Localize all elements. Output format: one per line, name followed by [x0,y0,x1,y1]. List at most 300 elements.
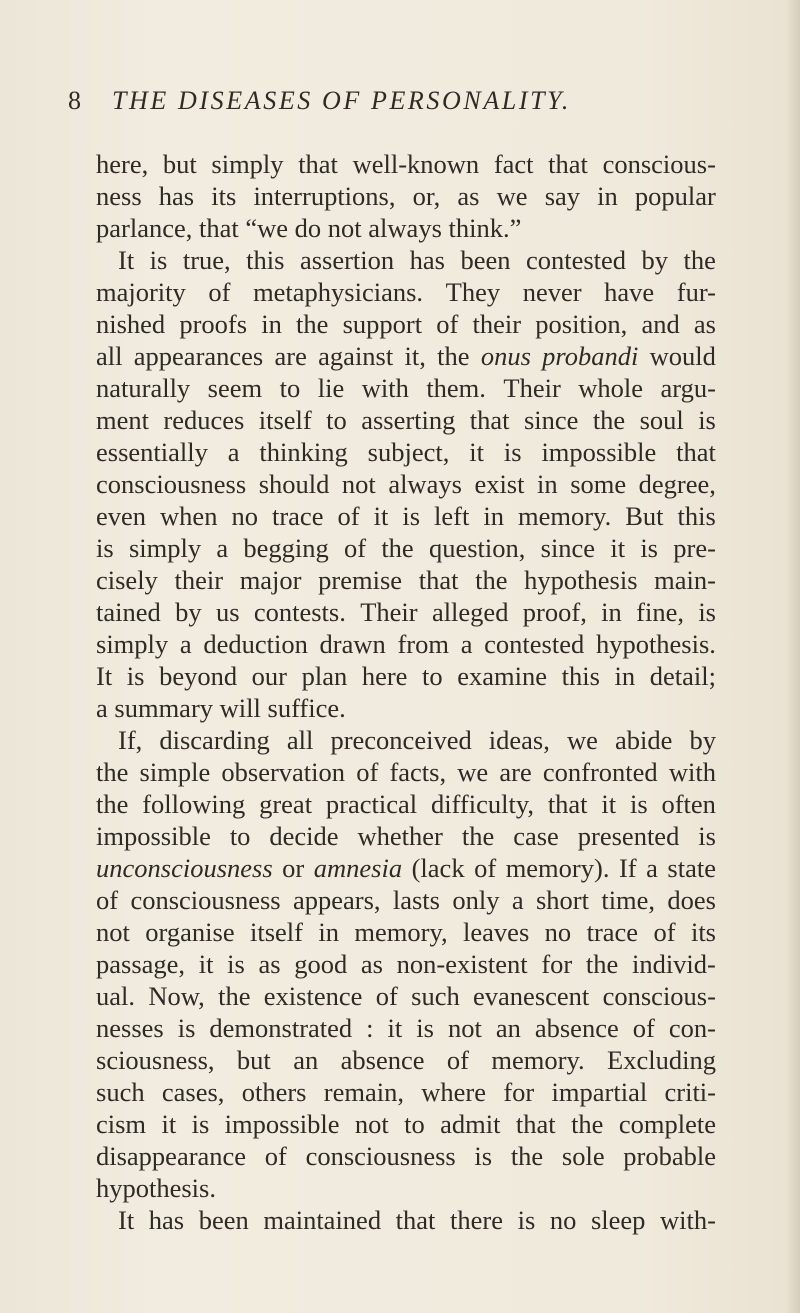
word: the [475,565,508,595]
word: difficulty, [430,789,534,819]
word: in [318,917,340,947]
word: the [296,309,329,339]
word: them. [426,373,486,403]
text-line [96,1044,716,1076]
word: sleep [590,1205,646,1235]
word: demonstrated [209,1013,353,1043]
word: it [469,437,484,467]
word: summary [114,693,214,723]
text-line [96,884,716,916]
word: of [96,885,119,915]
text-line [96,500,716,532]
word: only [452,885,500,915]
word: are [499,757,532,787]
text-line [96,980,716,1012]
italic-word: probandi [542,341,639,371]
word: that [298,149,338,179]
word: remain, [323,1077,404,1107]
word: is [177,1013,196,1043]
word: probable [623,1141,716,1171]
text-line [96,596,716,628]
text-line [96,1204,716,1236]
text-line [96,404,716,436]
word: a [646,853,658,883]
italic-word: onus [480,341,531,371]
word: this [677,501,716,531]
word: leaves [463,917,530,947]
word: admit [440,1109,501,1139]
word: nesses [96,1013,164,1043]
word: is [698,821,716,851]
word: fine, [636,597,684,627]
text-line [96,244,716,276]
word: fact [493,149,534,179]
word: appearances [133,341,264,371]
word: that [395,1205,436,1235]
word: has [148,1205,185,1235]
word: itself [249,917,303,947]
word: here [361,661,408,691]
word: simply [96,629,169,659]
word: as [258,949,281,979]
word: of [356,757,379,787]
word: been [460,245,511,275]
word: to [326,405,347,435]
word: memory. [491,1045,585,1075]
text-line [96,564,716,596]
word: often [661,789,716,819]
word: impartial [551,1077,648,1107]
word: is [698,597,716,627]
word: it [601,789,617,819]
word: impossible [224,1109,340,1139]
word: the [437,341,470,371]
word: the [218,981,251,1011]
word: but [236,1045,271,1075]
word: sole [561,1141,605,1171]
word: decide [269,821,339,851]
text-line [96,916,716,948]
word: naturally [96,373,191,403]
word: ness [96,181,142,211]
word: simply [211,149,284,179]
word: reduces [163,405,245,435]
text-line [96,948,716,980]
word: all [286,725,314,755]
text-line [96,340,716,372]
word: left [434,501,470,531]
word: memory. [518,501,612,531]
word: practical [325,789,418,819]
word: plan [301,661,348,691]
word: hypothesis. [96,1173,216,1203]
word: is [698,405,716,435]
word: of [653,917,676,947]
word: consciousness [305,1141,456,1171]
word: the [510,1141,544,1171]
word: do [294,213,322,243]
word: preconceived [330,725,472,755]
word: : [366,1013,374,1043]
word: would [649,341,716,371]
word: is [126,661,145,691]
word: support [342,309,423,339]
text-line [96,1108,716,1140]
word: it [198,949,214,979]
word: beyond [159,661,238,691]
word: an [495,1013,521,1043]
word: in [597,181,618,211]
word: whether [357,821,443,851]
word: short [535,885,589,915]
text-line [96,692,716,724]
word: is [474,1141,493,1171]
word: appears, [292,885,381,915]
word: with [668,757,716,787]
word: fur- [676,277,716,307]
text-line [96,820,716,852]
word: main- [654,565,716,595]
page-number: 8 [68,86,83,115]
text-line [96,756,716,788]
text-line [96,308,716,340]
word: hypothesis. [595,629,716,659]
word: the [461,821,495,851]
word: as [693,309,716,339]
word: passage, [96,949,186,979]
word: question, [428,533,526,563]
word: disappearance [96,1141,247,1171]
word: popular [634,181,716,211]
word: contests. [253,597,346,627]
text-line [96,1172,716,1204]
word: alleged [431,597,509,627]
word: sciousness, [96,1045,215,1075]
word: position, [535,309,628,339]
word: their [472,309,522,339]
word: all [96,341,123,371]
word: non-existent [396,949,528,979]
word: that [676,437,716,467]
word: a [460,629,473,659]
word: of [264,1141,287,1171]
word: Their [360,597,418,627]
word: to [229,821,251,851]
word: their [174,565,224,595]
word: to [404,1109,425,1139]
word: as [360,949,383,979]
text-line [96,532,716,564]
page-header [68,86,708,126]
word: will [219,693,261,723]
word: memory, [354,917,448,947]
word: nished [96,309,166,339]
word: is [191,1109,210,1139]
text-line [96,628,716,660]
word: since [523,405,579,435]
word: and [641,309,680,339]
word: hypothesis [524,565,638,595]
text-line [96,1012,716,1044]
word: assertion [299,245,395,275]
word: the [381,533,414,563]
word: of [436,309,459,339]
word: simple [139,757,211,787]
word: detail; [649,661,716,691]
word: always [368,213,442,243]
word: been [198,1205,249,1235]
word: deduction [203,629,308,659]
word: ual. [96,981,135,1011]
word: Excluding [607,1045,716,1075]
page-edge-shadow [786,0,800,1313]
word: by [641,245,669,275]
word: with [361,373,409,403]
word: is [416,1013,434,1043]
word: the [585,949,619,979]
word: by [175,597,202,627]
word: this [246,245,285,275]
text-line [96,148,716,180]
running-title: THE DISEASES OF PERSONALITY. [112,86,571,115]
word: cases, [161,1077,225,1107]
word: ment [96,405,149,435]
word: in [483,501,504,531]
word: its [211,181,237,211]
word: that [469,405,510,435]
word: great [259,789,313,819]
word: conscious- [602,981,716,1011]
word: argu- [660,373,716,403]
word: we [457,757,489,787]
word: of [375,981,398,1011]
word: parlance, [96,213,193,243]
word: cism [96,1109,147,1139]
word: It [118,1205,135,1235]
word: of [446,1045,469,1075]
word: it [161,1109,177,1139]
word: where [421,1077,487,1107]
word: case [513,821,559,851]
word: as [457,181,480,211]
word: abide [614,725,673,755]
word: to [422,661,443,691]
word: the [683,245,716,275]
text-line [96,372,716,404]
word: absence [534,1013,619,1043]
word: it [373,501,389,531]
word: is [149,245,168,275]
word: state [667,853,716,883]
word: conscious- [602,149,716,179]
word: essentially [96,437,208,467]
word: discarding [159,725,270,755]
word: it, [404,341,426,371]
word: in [537,469,558,499]
word: evanescent [473,981,590,1011]
word: for [503,1077,535,1107]
word: is [402,501,421,531]
word: is [629,789,648,819]
word: existence [263,981,363,1011]
word: of [337,501,360,531]
word: it [610,533,626,563]
word: should [258,469,330,499]
word: is [503,437,522,467]
word: pre- [673,533,716,563]
word: has [409,245,445,275]
word: that [515,1109,556,1139]
word: a [96,693,108,723]
word: by [689,725,716,755]
text-line [96,660,716,692]
word: never [522,277,582,307]
word: asserting [361,405,456,435]
word: confronted [542,757,658,787]
word: individ- [631,949,716,979]
word: an [293,1045,319,1075]
word: no [544,917,572,947]
word: is [640,533,658,563]
word: does [667,885,716,915]
word: a [227,437,240,467]
word: presented [577,821,680,851]
word: even [96,501,147,531]
word: trace [271,501,324,531]
word: lasts [392,885,440,915]
text-line [96,1076,716,1108]
word: of [208,277,231,307]
word: consciousness [96,469,247,499]
word: a [179,629,192,659]
word: But [625,501,664,531]
word: seem [207,373,263,403]
word: contested [525,245,627,275]
word: us [215,597,240,627]
word: whole [578,373,644,403]
word: is [227,949,245,979]
word: (lack [411,853,465,883]
word: drawn [319,629,386,659]
word: that [548,149,588,179]
word: major [239,565,302,595]
word: observation [221,757,346,787]
text-line [96,788,716,820]
text-line [96,724,716,756]
word: with- [660,1205,716,1235]
word: well-known [352,149,480,179]
word: of [474,853,497,883]
text-line [96,180,716,212]
word: suffice. [267,693,346,723]
word: true, [182,245,231,275]
word: good [294,949,348,979]
word: criti- [664,1077,716,1107]
word: impossible [96,821,211,851]
word: If [618,853,637,883]
word: simply [128,533,202,563]
word: the [96,757,129,787]
word: It [96,661,113,691]
word: metaphysicians. [253,277,424,307]
word: the [592,405,626,435]
word: no [231,501,258,531]
word: not [354,1109,389,1139]
word: its [690,917,716,947]
word: it [387,1013,403,1043]
word: the [571,1109,604,1139]
word: here, [96,149,149,179]
word: no [549,1205,577,1235]
word: others [241,1077,307,1107]
word: con- [668,1013,716,1043]
word: begging [243,533,329,563]
word: say [544,181,581,211]
word: has [158,181,195,211]
word: proofs [179,309,248,339]
word: this [561,661,600,691]
italic-word: amnesia [313,853,403,883]
word: consciousness [130,885,281,915]
word: there [450,1205,503,1235]
word: not [341,469,376,499]
word: we [566,725,598,755]
text-line [96,852,716,884]
word: are [274,341,307,371]
word: that [547,789,588,819]
word: our [251,661,287,691]
word: contested [484,629,585,659]
word: or, [412,181,441,211]
word: impossible [541,437,657,467]
word: Now, [148,981,205,1011]
word: but [162,149,197,179]
word: examine [457,661,547,691]
word: memory). [505,853,610,883]
word: in [261,309,282,339]
text-line [96,212,716,244]
word: facts, [389,757,447,787]
word: when [160,501,218,531]
word: the [96,789,129,819]
word: from [397,629,449,659]
word: have [604,277,655,307]
word: They [445,277,501,307]
word: such [411,981,460,1011]
body-text [96,148,716,1236]
text-line [96,1140,716,1172]
word: Their [503,373,561,403]
word: time, [601,885,656,915]
word: not [327,213,362,243]
word: always [388,469,462,499]
italic-word: unconsciousness [96,853,273,883]
word: tained [96,597,161,627]
word: itself [258,405,312,435]
word: absence [340,1045,425,1075]
word: of [343,533,367,563]
word: proof, [522,597,587,627]
word: is [517,1205,536,1235]
word: in [601,597,622,627]
word: for [541,949,573,979]
word: degree, [638,469,716,499]
word: such [96,1077,145,1107]
word: thinking [259,437,348,467]
word: lie [317,373,345,403]
text-line [96,436,716,468]
word: “we [245,213,289,243]
